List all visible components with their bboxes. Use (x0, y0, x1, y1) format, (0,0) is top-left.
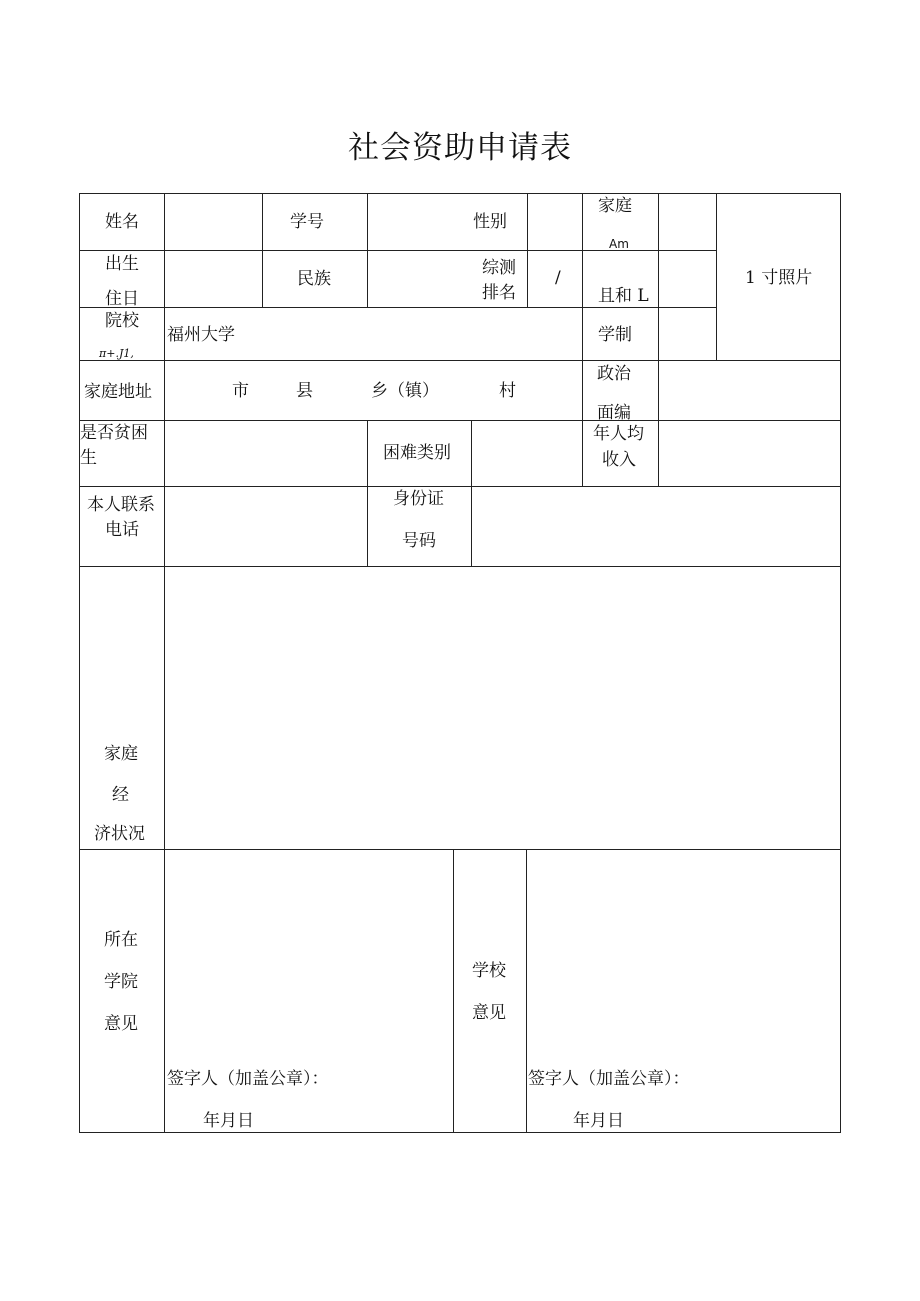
political-label: 政治 (597, 364, 631, 384)
department-opinion-label-line3: 意见 (104, 1014, 138, 1034)
family-economy-label: 家庭 (104, 744, 138, 764)
table-border-right (840, 193, 841, 1133)
col-line (453, 849, 454, 1132)
phone-label: 本人联系 (87, 495, 155, 515)
address-label: 家庭地址 (84, 382, 152, 402)
department-opinion-label: 所在 (104, 930, 138, 950)
college-value: 福州大学 (167, 325, 235, 345)
col-line (582, 193, 583, 420)
address-county: 县 (296, 381, 313, 401)
poor-student-label: 是否贫困 (80, 423, 148, 443)
income-label-line2: 收入 (602, 450, 636, 470)
school-opinion-label: 学校 (472, 961, 506, 981)
rank-label-line2: 排名 (482, 283, 516, 303)
rank-label: 综测 (482, 258, 516, 278)
family-economy-label-line3: 济状况 (94, 824, 145, 844)
col-line (658, 360, 659, 486)
signature-left: 签字人（加盖公章）： (167, 1069, 329, 1089)
name-label: 姓名 (105, 212, 139, 232)
table-border-left (79, 193, 80, 1133)
school-opinion-label-line2: 意见 (472, 1003, 506, 1023)
date-left: 年月日 (203, 1111, 254, 1131)
col-line (658, 193, 659, 360)
row-line (79, 360, 841, 361)
idcard-label: 身份证 (393, 489, 444, 509)
idcard-label-line2: 号码 (402, 531, 436, 551)
col-line (164, 193, 165, 1133)
family-label-sub: Am (609, 237, 629, 251)
table-border-top (79, 193, 841, 194)
photo-placeholder: 1 寸照片 (745, 268, 813, 288)
col-line (526, 849, 527, 1132)
date-right: 年月日 (573, 1111, 624, 1131)
col-line (367, 193, 368, 307)
family-label: 家庭 (598, 196, 632, 216)
birth-label-line2: 住日 (105, 289, 139, 309)
row-line (79, 486, 841, 487)
college-label-sub: π+.J1, (99, 347, 134, 360)
address-town: 乡（镇） (371, 381, 439, 401)
college-label: 院校 (105, 311, 139, 331)
row-line (79, 420, 841, 421)
col-line (262, 193, 263, 307)
phone-label-line2: 电话 (105, 520, 139, 540)
table-border-bottom (79, 1132, 841, 1133)
col-line (716, 193, 717, 360)
col-line (527, 193, 528, 307)
political-label-line2: 面编 (597, 403, 631, 423)
rank-slash: / (555, 268, 561, 288)
birth-label: 出生 (105, 254, 139, 274)
address-village: 村 (499, 381, 516, 401)
difficulty-type-label: 困难类别 (383, 443, 451, 463)
income-label: 年人均 (593, 424, 644, 444)
qie-label: 且和 L (598, 286, 649, 306)
family-economy-label-line2: 经 (112, 785, 129, 805)
page-title: 社会资助申请表 (348, 130, 572, 166)
ethnicity-label: 民族 (297, 269, 331, 289)
duration-label: 学制 (598, 325, 632, 345)
col-line (582, 420, 583, 486)
signature-right: 签字人（加盖公章）： (528, 1069, 690, 1089)
gender-label: 性别 (473, 212, 507, 232)
poor-student-label-line2: 生 (80, 448, 97, 468)
address-city: 市 (232, 381, 249, 401)
col-line (471, 420, 472, 566)
student-id-label: 学号 (290, 212, 324, 232)
row-line (79, 566, 841, 567)
row-line (79, 849, 841, 850)
department-opinion-label-line2: 学院 (104, 972, 138, 992)
col-line (367, 420, 368, 566)
row-line (79, 307, 717, 308)
